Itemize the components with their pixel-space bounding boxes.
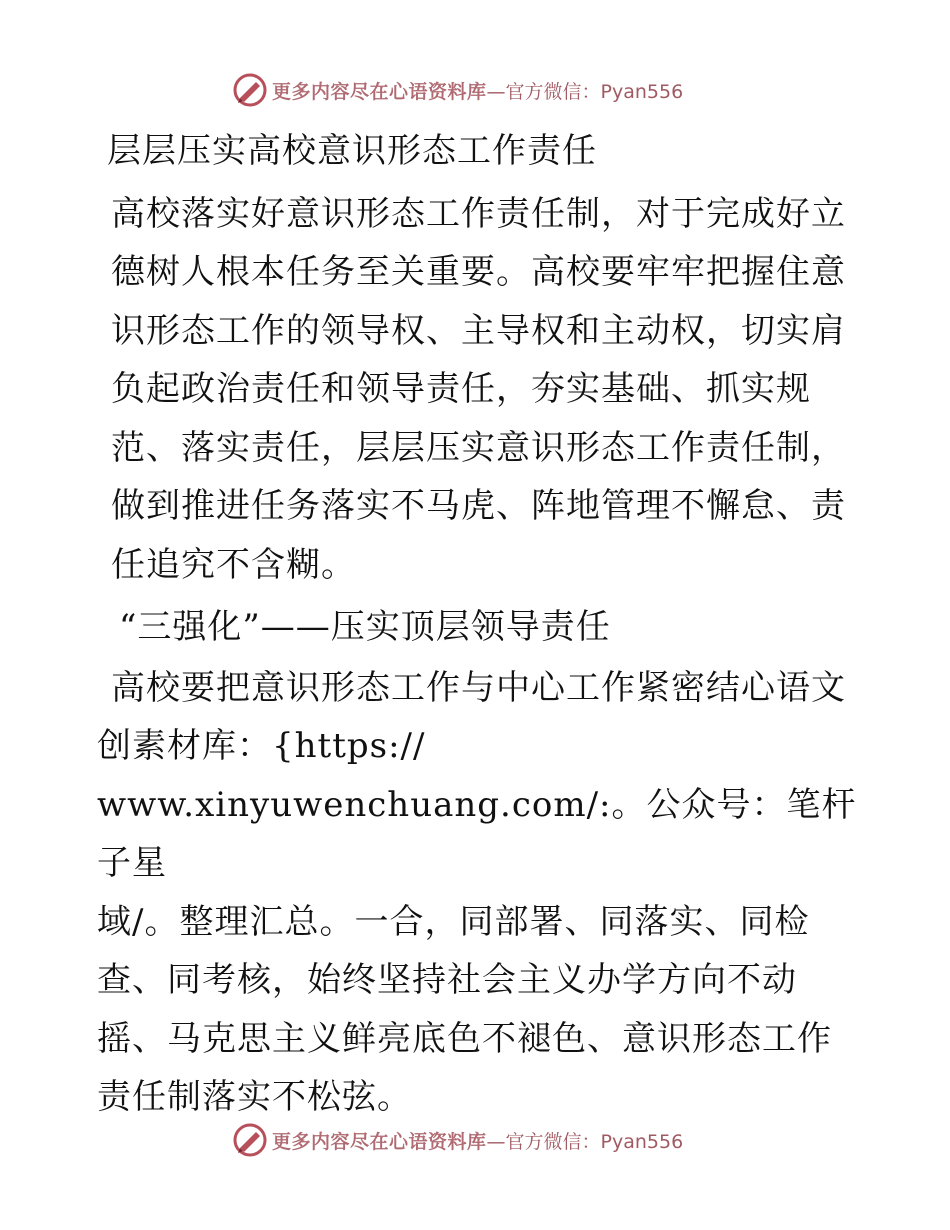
banner-brand-text: 更多内容尽在心语资料库 — [272, 1130, 487, 1153]
banner-wechat-text: —官方微信：Pyan556 — [486, 1130, 684, 1153]
pen-logo-icon — [232, 72, 268, 108]
paragraph-2-rest: 查、同考核，始终坚持社会主义办学方向不动摇、马克思主义鲜亮底色不褪色、意识形态工作责任制落实不松弦。 — [97, 960, 832, 1117]
paragraph-2-line-4: 域/。整理汇总。一合，同部署、同落实、同检 — [97, 901, 810, 942]
paragraph-2-line-1: 高校要把意识形态工作与中心工作紧密结心语文 — [111, 667, 846, 708]
footer-watermark-banner — [232, 1122, 683, 1158]
banner-wechat-text: —官方微信：Pyan556 — [486, 80, 684, 103]
header-watermark-banner — [232, 72, 683, 108]
pen-logo-icon — [232, 1122, 268, 1158]
document-title: 层层压实高校意识形态工作责任 — [107, 131, 597, 171]
subheading: “三强化”——压实顶层领导责任 — [119, 607, 611, 647]
paragraph-2-line-3: www.xinyuwenchuang.com/:。公众号：笔杆子星 — [97, 784, 857, 883]
paragraph-2-line-2: 创素材库：{https:// — [97, 726, 426, 766]
banner-brand-text: 更多内容尽在心语资料库 — [272, 80, 487, 103]
document-body — [97, 122, 857, 1127]
paragraph-1: 高校落实好意识形态工作责任制，对于完成好立德树人根本任务至关重要。高校要牢牢把握住意识形态工作的领导权、主导权和主动权，切实肩负起政治责任和领导责任，夯实基础、抓实规范、落实责任，层层压实意识形态工作责任制，做到推进任务落实不马虎、阵地管理不懈怠、责任追究不含糊。 — [111, 193, 846, 585]
